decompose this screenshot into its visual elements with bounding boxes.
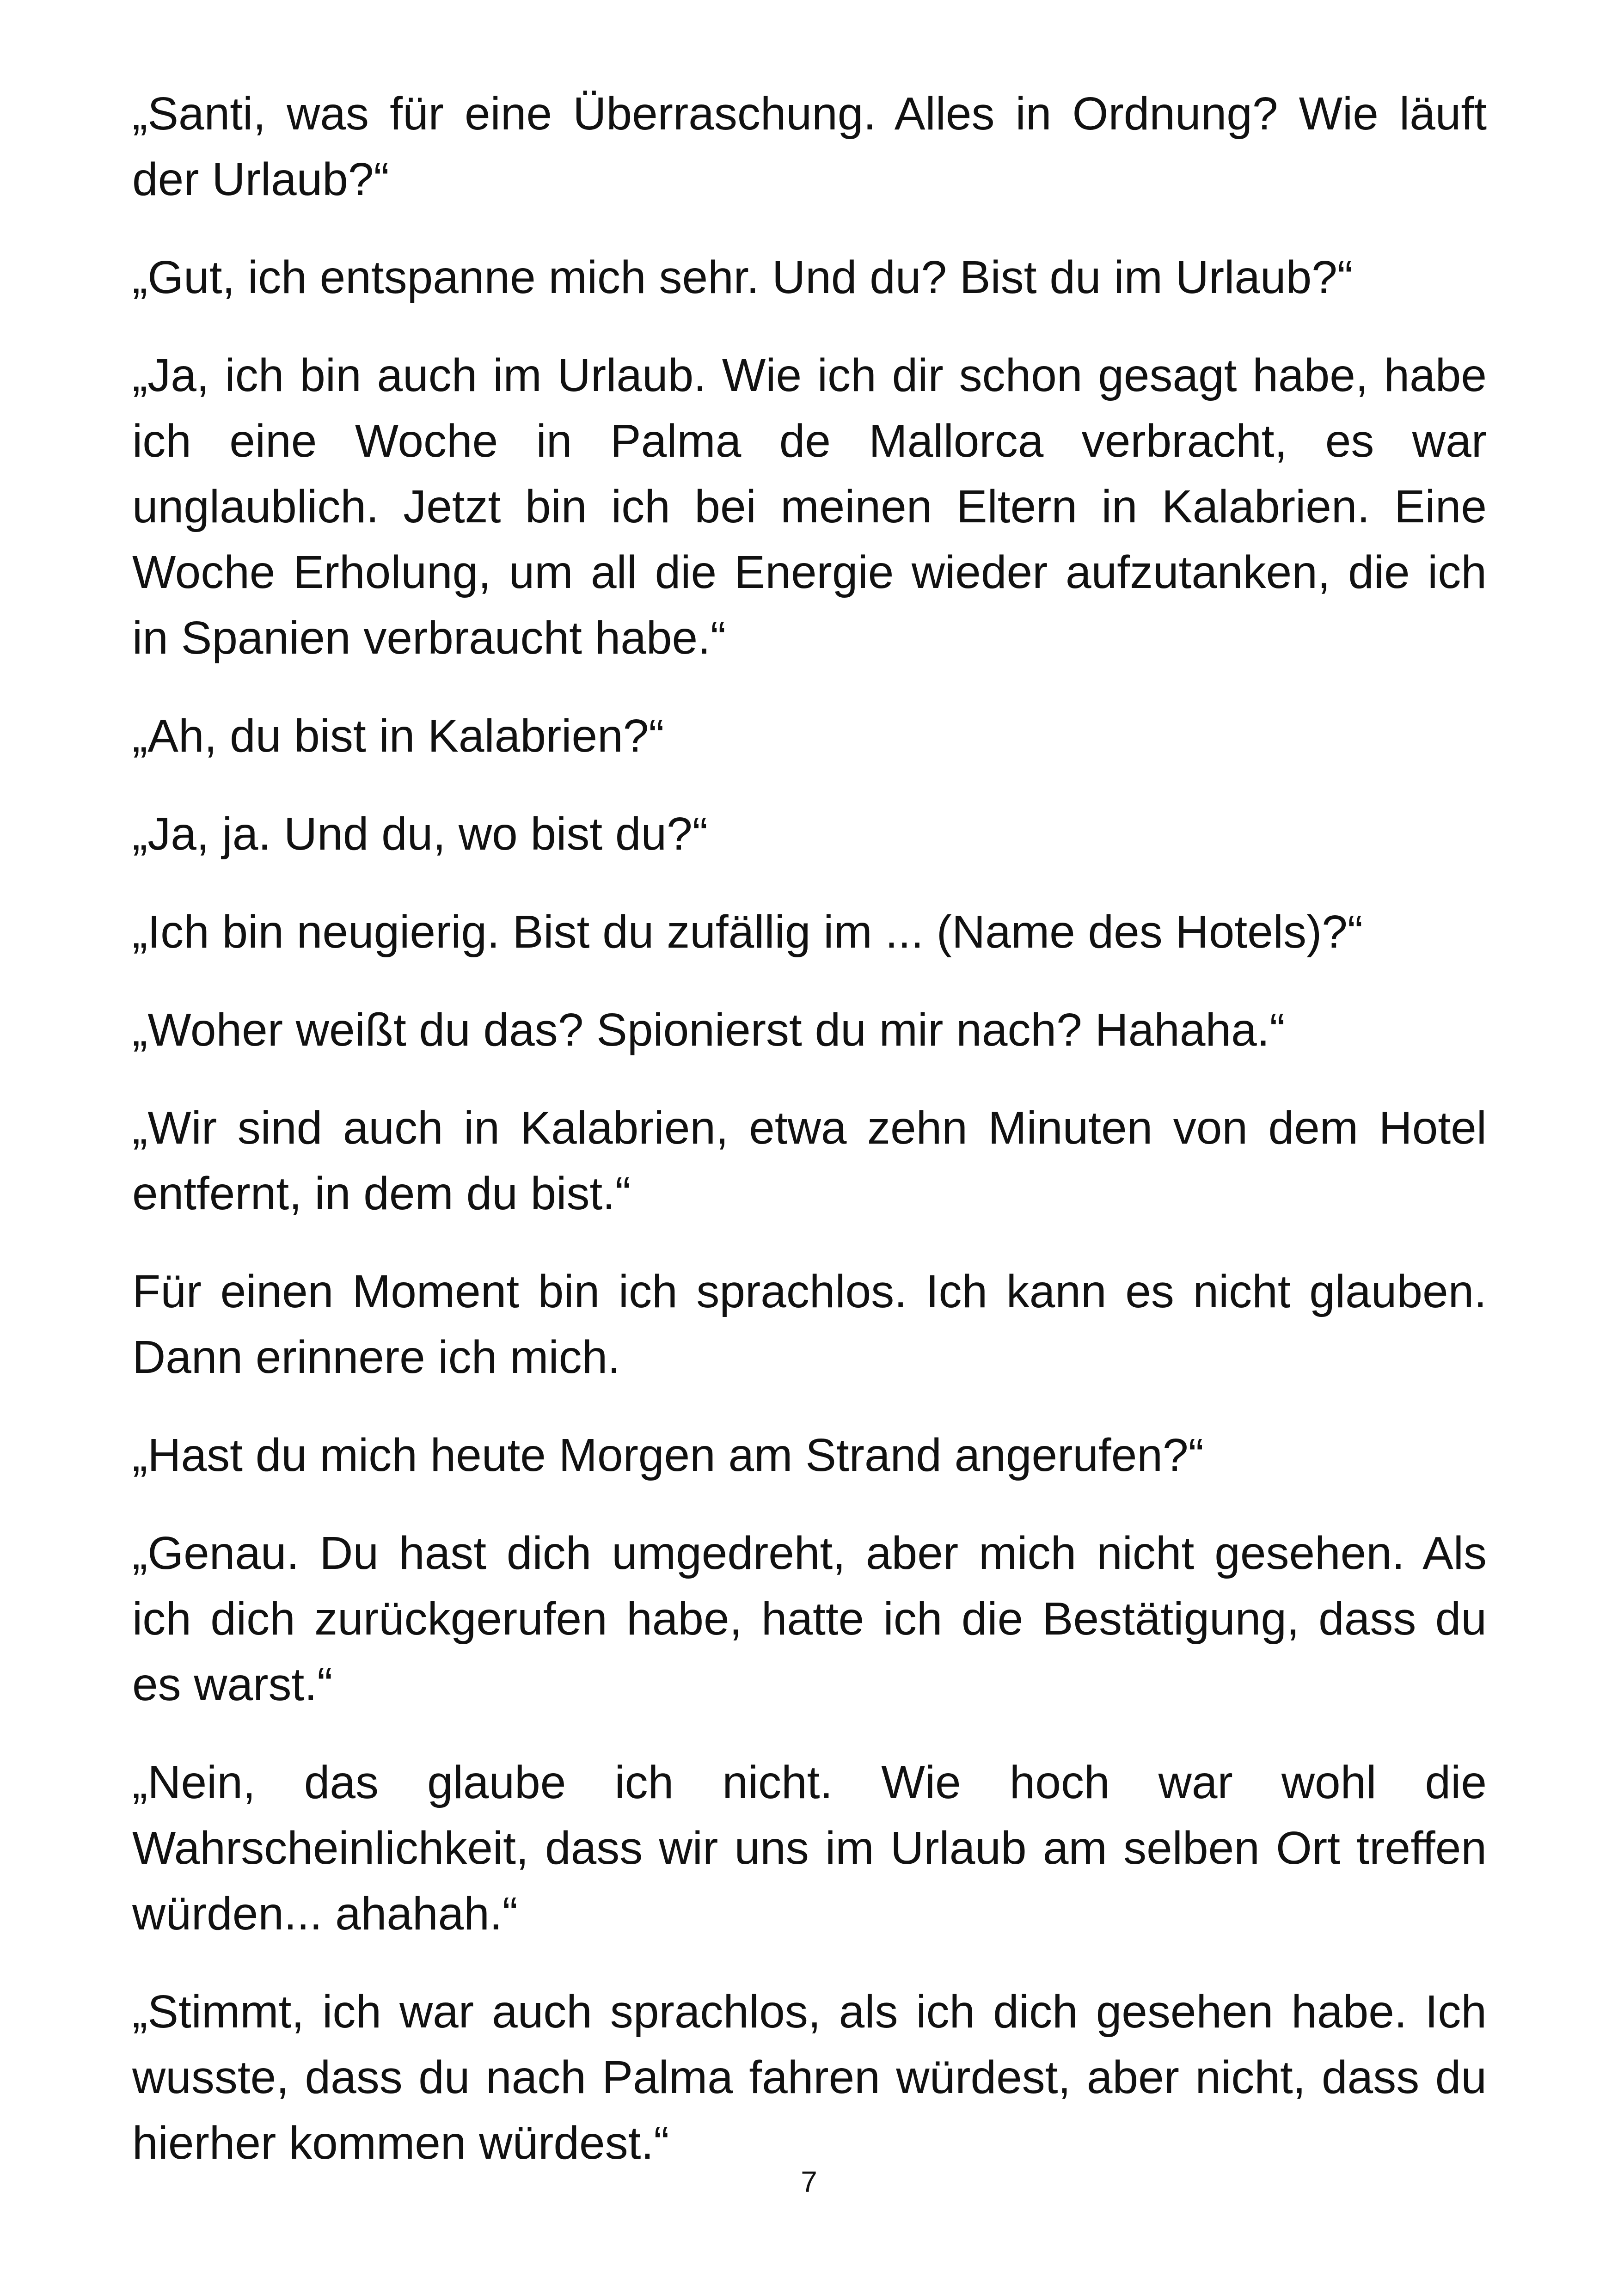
paragraph: „Wir sind auch in Kalabrien, etwa zehn Minuten von dem Hotel entfernt, in dem du bist.“: [132, 1102, 1487, 1219]
paragraph: „Nein, das glaube ich nicht. Wie hoch war wohl die Wahrscheinlichkeit, dass wir uns im Urlaub am selben Ort treffen würden... ahahah.“: [132, 1757, 1487, 1940]
paragraph: „Stimmt, ich war auch sprachlos, als ich dich gesehen habe. Ich wusste, dass du nach Palma fahren würdest, aber nicht, dass du hierher kommen würdest.“: [132, 1986, 1487, 2169]
paragraph: „Ja, ja. Und du, wo bist du?“: [132, 808, 708, 860]
text-body: [132, 81, 1487, 2208]
paragraph: „Ja, ich bin auch im Urlaub. Wie ich dir schon gesagt habe, habe ich eine Woche in Palma de Mallorca verbracht, es war unglaublich. Jetzt bin ich bei meinen Eltern in Kalabrien. Eine Woche Erholung, um all die Energie wieder aufzutanken, die ich in Spanien verbraucht habe.“: [132, 349, 1487, 664]
paragraph: Für einen Moment bin ich sprachlos. Ich kann es nicht glauben. Dann erinnere ich mich.: [132, 1266, 1487, 1383]
paragraph: „Genau. Du hast dich umgedreht, aber mich nicht gesehen. Als ich dich zurückgerufen habe, hatte ich die Bestätigung, dass du es warst.“: [132, 1527, 1487, 1710]
paragraph: „Hast du mich heute Morgen am Strand angerufen?“: [132, 1429, 1204, 1481]
paragraph: „Ah, du bist in Kalabrien?“: [132, 710, 664, 762]
paragraph: „Ich bin neugierig. Bist du zufällig im ... (Name des Hotels)?“: [132, 906, 1363, 958]
page-number: 7: [801, 2165, 817, 2198]
paragraph: „Gut, ich entspanne mich sehr. Und du? Bist du im Urlaub?“: [132, 251, 1353, 303]
paragraph: „Woher weißt du das? Spionierst du mir nach? Hahaha.“: [132, 1004, 1285, 1056]
paragraph: „Santi, was für eine Überraschung. Alles in Ordnung? Wie läuft der Urlaub?“: [132, 88, 1487, 205]
